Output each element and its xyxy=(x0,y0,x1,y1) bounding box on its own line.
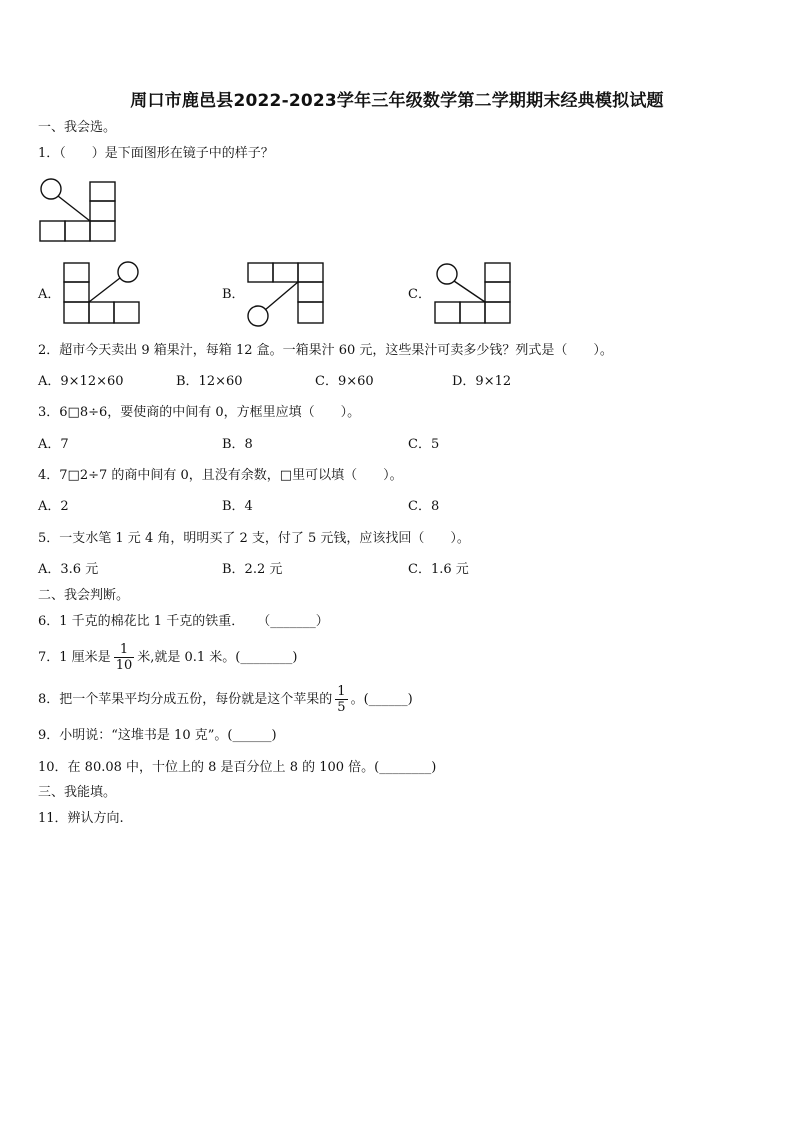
question-2-option-c[interactable]: C．9×60 xyxy=(315,374,374,389)
section-heading-fill: 三、我能填。 xyxy=(38,785,117,800)
question-1-original-figure xyxy=(38,176,120,244)
question-5-option-c[interactable]: C．1.6 元 xyxy=(408,562,469,577)
section-heading-choose: 一、我会选。 xyxy=(38,120,117,135)
question-4-option-c[interactable]: C．8 xyxy=(408,499,440,514)
fraction-numerator: 1 xyxy=(119,642,129,657)
question-2-option-a[interactable]: A．9×12×60 xyxy=(38,374,124,389)
question-3-option-a[interactable]: A．7 xyxy=(38,437,69,452)
question-1-option-c[interactable]: C． xyxy=(408,287,431,302)
question-5-option-b[interactable]: B．2.2 元 xyxy=(222,562,283,577)
question-3-option-c[interactable]: C．5 xyxy=(408,437,440,452)
question-8-text-before: 8．把一个苹果平均分成五份，每份就是这个苹果的 xyxy=(38,692,333,707)
question-9: 9．小明说：“这堆书是 10 克”。(______) xyxy=(38,728,277,743)
question-1-option-c-figure xyxy=(430,260,512,328)
question-1-option-b[interactable]: B． xyxy=(222,287,245,302)
question-2: 2．超市今天卖出 9 箱果汁，每箱 12 盒。一箱果汁 60 元，这些果汁可卖多少钱？列式是（ ）。 xyxy=(38,343,613,358)
question-8 xyxy=(38,682,413,718)
question-4-option-b[interactable]: B．4 xyxy=(222,499,253,514)
question-5-option-a[interactable]: A．3.6 元 xyxy=(38,562,99,577)
question-1-option-a[interactable]: A． xyxy=(38,287,61,302)
question-7-text-after: 米,就是 0.1 米。(________) xyxy=(137,650,298,665)
fraction-denominator: 5 xyxy=(337,700,346,715)
question-7-text-before: 7．1 厘米是 xyxy=(38,650,111,665)
question-10: 10．在 80.08 中，十位上的 8 是百分位上 8 的 100 倍。(________) xyxy=(38,760,437,775)
question-2-option-d[interactable]: D．9×12 xyxy=(452,374,512,389)
question-3-option-b[interactable]: B．8 xyxy=(222,437,253,452)
fraction-denominator: 10 xyxy=(115,658,133,673)
question-8-text-after: 。(______) xyxy=(350,692,413,707)
question-7 xyxy=(38,640,297,676)
question-7-fraction xyxy=(114,642,135,673)
question-4: 4．7□2÷7 的商中间有 0，且没有余数，□里可以填（ ）。 xyxy=(38,468,403,483)
question-8-fraction xyxy=(335,684,347,715)
question-6: 6．1 千克的棉花比 1 千克的铁重． （_______） xyxy=(38,614,329,629)
question-4-option-a[interactable]: A．2 xyxy=(38,499,69,514)
question-1-option-a-figure xyxy=(62,260,142,328)
section-heading-judge: 二、我会判断。 xyxy=(38,588,130,603)
question-11: 11．辨认方向. xyxy=(38,811,124,826)
question-2-option-b[interactable]: B．12×60 xyxy=(176,374,243,389)
question-1-option-b-figure xyxy=(245,260,327,330)
question-1: 1．（ ）是下面图形在镜子中的样子？ xyxy=(38,146,274,161)
question-3: 3．6□8÷6，要使商的中间有 0，方框里应填（ ）。 xyxy=(38,405,361,420)
fraction-numerator: 1 xyxy=(337,684,346,699)
question-5: 5．一支水笔 1 元 4 角，明明买了 2 支，付了 5 元钱，应该找回（ ）。 xyxy=(38,531,470,546)
page-title: 周口市鹿邑县2022-2023学年三年级数学第二学期期末经典模拟试题 xyxy=(130,91,664,111)
